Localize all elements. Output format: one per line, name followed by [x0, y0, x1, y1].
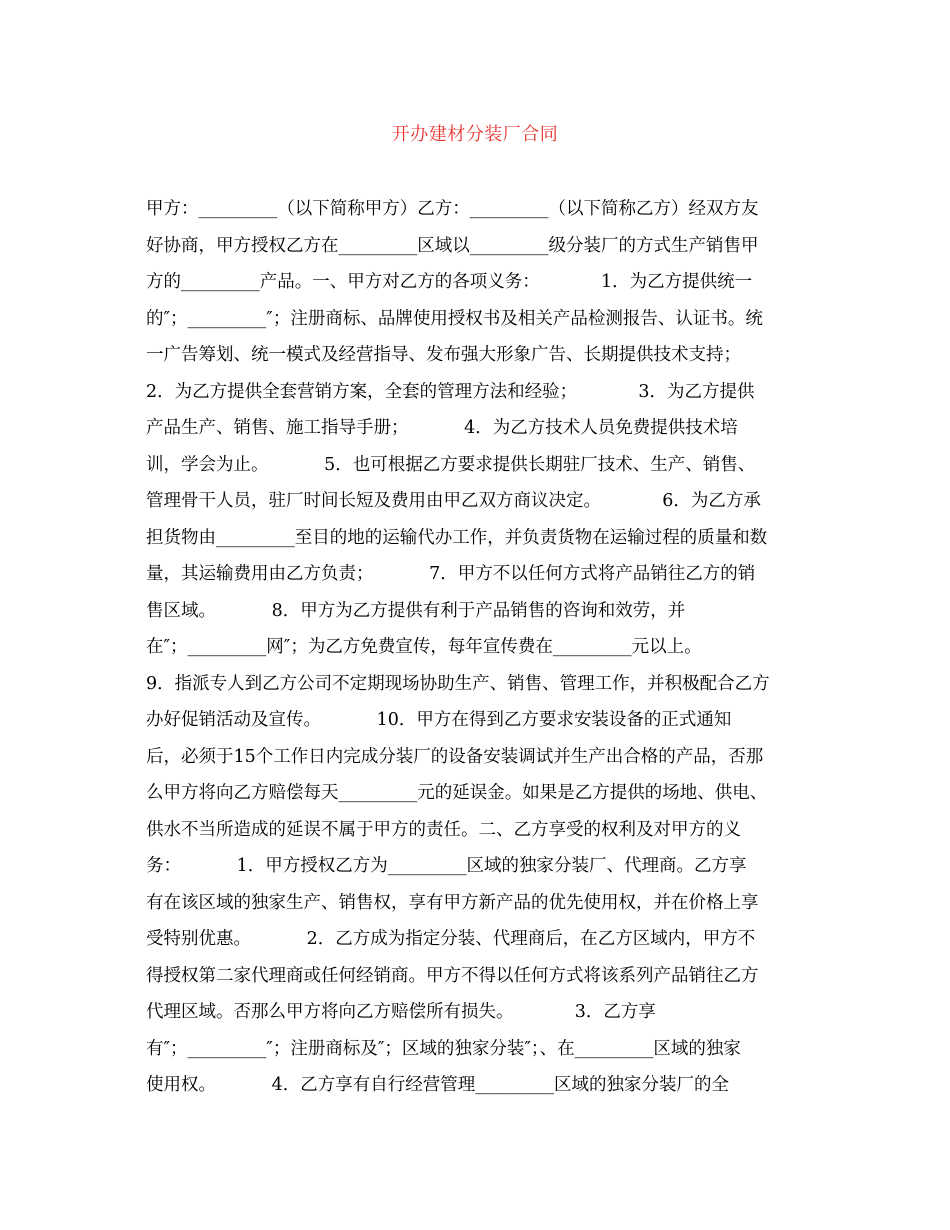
body-line: 得授权第二家代理商或任何经销商。甲方不得以任何方式将该系列产品销往乙方: [146, 965, 759, 986]
body-line: 在″；_________网″；为乙方免费宣传，每年宣传费在_________元以上。: [146, 637, 702, 657]
body-line: 供水不当所造成的延误不属于甲方的责任。二、乙方享受的权利及对甲方的义: [146, 819, 741, 840]
body-line: 管理骨干人员，驻厂时间长短及费用由甲乙双方商议决定。 6．为乙方承: [146, 491, 761, 511]
body-line: 训，学会为止。 5．也可根据乙方要求提供长期驻厂技术、生产、销售、: [146, 454, 756, 475]
body-line: 有在该区域的独家生产、销售权，享有甲方新产品的优先使用权，并在价格上享: [146, 892, 759, 913]
body-line: 好协商，甲方授权乙方在_________区域以_________级分装厂的方式生产销售甲: [146, 235, 759, 256]
body-line: 一广告筹划、统一模式及经营指导、发布强大形象广告、长期提供技术支持；: [146, 345, 741, 365]
body-line: 甲方：_________（以下简称甲方）乙方：_________（以下简称乙方）经双方友: [146, 199, 759, 219]
body-line: 使用权。 4．乙方享有自行经营管理_________区域的独家分装厂的全: [146, 1075, 730, 1095]
body-line: 后，必须于15个工作日内完成分装厂的设备安装调试并生产出合格的产品，否那: [146, 746, 764, 767]
contract-body: [146, 197, 816, 1110]
body-line: 售区域。 8．甲方为乙方提供有利于产品销售的咨询和效劳，并: [146, 600, 686, 621]
body-line: 的″；_________″；注册商标、品牌使用授权书及相关产品检测报告、认证书。统: [146, 308, 763, 329]
body-line: 受特别优惠。 2．乙方成为指定分装、代理商后，在乙方区域内，甲方不: [146, 929, 756, 949]
body-line: 担货物由_________至目的地的运输代办工作，并负责货物在运输过程的质量和数: [146, 527, 768, 548]
body-line: 么甲方将向乙方赔偿每天_________元的延误金。如果是乙方提供的场地、供电、: [146, 783, 768, 803]
body-line: 务： 1．甲方授权乙方为_________区域的独家分装厂、代理商。乙方享: [146, 856, 747, 876]
body-line: 9．指派专人到乙方公司不定期现场协助生产、销售、管理工作，并积极配合乙方: [146, 673, 770, 694]
body-line: 产品生产、销售、施工指导手册； 4．为乙方技术人员免费提供技术培: [146, 418, 738, 438]
body-line: 办好促销活动及宣传。 10．甲方在得到乙方要求安装设备的正式通知: [146, 710, 732, 730]
body-line: 2．为乙方提供全套营销方案，全套的管理方法和经验； 3．为乙方提供: [146, 381, 755, 402]
body-line: 有″；_________″；注册商标及″；区域的独家分装″；、在_________区域的独家: [146, 1038, 741, 1059]
document-title: 开办建材分装厂合同: [391, 124, 559, 145]
body-line: 方的_________产品。一、甲方对乙方的各项义务： 1．为乙方提供统一: [146, 272, 753, 292]
body-line: 量，其运输费用由乙方负责； 7．甲方不以任何方式将产品销往乙方的销: [146, 564, 756, 584]
body-line: 代理区域。否那么甲方将向乙方赔偿所有损失。 3．乙方享: [146, 1002, 656, 1022]
